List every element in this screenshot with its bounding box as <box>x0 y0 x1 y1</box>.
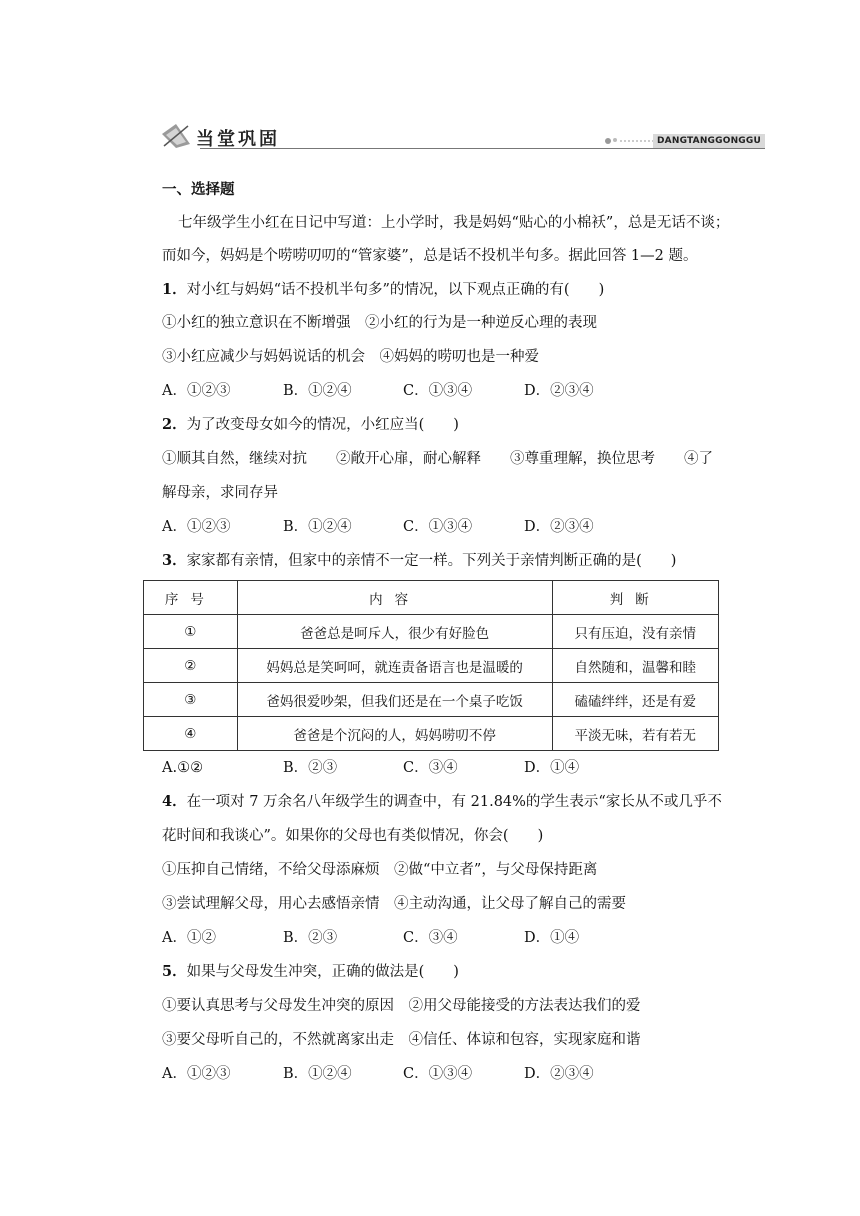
question-number: 4． <box>162 793 187 810</box>
question-text: 对小红与妈妈“话不投机半句多”的情况，以下观点正确的有( ) <box>186 282 605 298</box>
table-cell: 爸爸是个沉闷的人，妈妈唠叨不停 <box>237 717 552 751</box>
option-d: D．①④ <box>524 760 580 776</box>
option-b: B．②③ <box>283 930 338 946</box>
header-cell: 判断 <box>552 581 718 615</box>
option-a: A．①②③ <box>162 383 231 399</box>
statement-line: ①小红的独立意识在不断增强 ②小红的行为是一种逆反心理的表现 <box>162 315 597 331</box>
statement-line: ①顺其自然，继续对抗 ②敞开心扉，耐心解释 ③尊重理解，换位思考 ④了 <box>162 451 713 467</box>
question-3-stem <box>162 551 676 571</box>
table-cell: 自然随和，温馨和睦 <box>552 649 718 683</box>
header-cell: 内容 <box>237 581 552 615</box>
section-title: 一、选择题 <box>162 182 235 198</box>
table-cell: 爸妈很爱吵架，但我们还是在一个桌子吃饭 <box>237 683 552 717</box>
option-c: C．③④ <box>403 930 458 946</box>
question-1-stem <box>162 280 604 300</box>
option-b: B．②③ <box>283 760 338 776</box>
banner-title: 当堂巩固 <box>196 129 280 150</box>
option-a: A．①② <box>162 930 216 946</box>
table-row <box>144 615 719 649</box>
statement-line: ①要认真思考与父母发生冲突的原因 ②用父母能接受的方法表达我们的爱 <box>162 998 641 1014</box>
question-4-stem <box>162 792 722 812</box>
statement-line: ③小红应减少与妈妈说话的机会 ④妈妈的唠叨也是一种爱 <box>162 349 539 365</box>
question-number: 2． <box>162 416 187 433</box>
question-5-stem <box>162 962 459 982</box>
option-d: D．②③④ <box>524 1066 594 1082</box>
table-cell: 平淡无味，若有若无 <box>552 717 718 751</box>
table-row <box>144 683 719 717</box>
option-d: D．②③④ <box>524 383 594 399</box>
table-cell: 爸爸总是呵斥人，很少有好脸色 <box>237 615 552 649</box>
option-d: D．①④ <box>524 930 580 946</box>
header-cell: 序号 <box>144 581 238 615</box>
section-banner <box>160 120 765 154</box>
table-row <box>144 717 719 751</box>
table-cell: ① <box>144 615 238 649</box>
intro-line: 七年级学生小红在日记中写道：上小学时，我是妈妈“贴心的小棉袄”，总是无话不谈； <box>178 215 730 231</box>
intro-line: 而如今，妈妈是个唠唠叨叨的“管家婆”，总是话不投机半句多。据此回答 1—2 题。 <box>162 248 698 264</box>
table-cell: ③ <box>144 683 238 717</box>
option-a: A．①②③ <box>162 519 231 535</box>
table-header-row <box>144 581 719 615</box>
option-c: C．③④ <box>403 760 458 776</box>
option-a: A.①② <box>162 760 204 776</box>
banner-rule <box>200 148 765 149</box>
pen-logo-icon <box>160 120 194 150</box>
table-cell: 只有压迫，没有亲情 <box>552 615 718 649</box>
question-number: 1． <box>162 281 187 298</box>
option-b: B．①②④ <box>283 383 352 399</box>
statement-line: ③尝试理解父母，用心去感悟亲情 ④主动沟通，让父母了解自己的需要 <box>162 896 626 912</box>
question-text: 家家都有亲情，但家中的亲情不一定一样。下列关于亲情判断正确的是( ) <box>186 553 677 569</box>
table-cell: 妈妈总是笑呵呵，就连责备语言也是温暖的 <box>237 649 552 683</box>
question-text: 如果与父母发生冲突，正确的做法是( ) <box>186 964 459 980</box>
banner-tag: DANGTANGGONGGU <box>653 134 765 148</box>
question-text: 为了改变母女如今的情况，小红应当( ) <box>186 417 459 433</box>
judgement-table <box>143 580 719 751</box>
table-cell: ④ <box>144 717 238 751</box>
option-c: C．①③④ <box>403 519 473 535</box>
option-d: D．②③④ <box>524 519 594 535</box>
question-number: 3． <box>162 552 187 569</box>
option-b: B．①②④ <box>283 519 352 535</box>
question-4-stem-cont: 花时间和我谈心”。如果你的父母也有类似情况，你会( ) <box>162 828 544 844</box>
table-cell: 磕磕绊绊，还是有爱 <box>552 683 718 717</box>
question-text: 在一项对 7 万余名八年级学生的调查中，有 21.84%的学生表示“家长从不或几乎不 <box>186 794 722 810</box>
option-c: C．①③④ <box>403 1066 473 1082</box>
table-row <box>144 649 719 683</box>
statement-line: ③要父母听自己的，不然就离家出走 ④信任、体谅和包容，实现家庭和谐 <box>162 1032 641 1048</box>
option-b: B．①②④ <box>283 1066 352 1082</box>
statement-line: ①压抑自己情绪，不给父母添麻烦 ②做“中立者”，与父母保持距离 <box>162 862 598 878</box>
question-number: 5． <box>162 963 187 980</box>
option-a: A．①②③ <box>162 1066 231 1082</box>
statement-line: 解母亲，求同存异 <box>162 485 278 501</box>
question-2-stem <box>162 415 459 435</box>
table-cell: ② <box>144 649 238 683</box>
option-c: C．①③④ <box>403 383 473 399</box>
